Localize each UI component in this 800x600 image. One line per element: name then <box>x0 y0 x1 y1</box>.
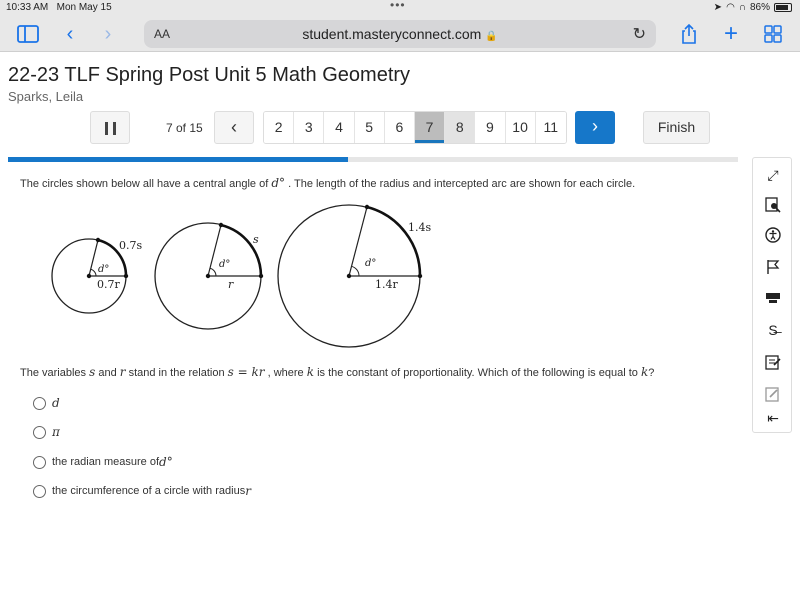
pause-button[interactable] <box>90 111 130 144</box>
circles-figure <box>40 200 450 350</box>
flag-icon[interactable] <box>753 253 793 281</box>
page-7-button[interactable]: 7 <box>415 112 445 143</box>
forward-icon[interactable]: › <box>104 22 112 45</box>
answer-choice[interactable]: d <box>33 395 60 411</box>
sidebar-toggle-icon[interactable] <box>16 23 40 45</box>
question-stem: The variables s and r stand in the relation s = kr , where k is the constant of proportionality. Which of the following is equal to k? <box>20 365 655 379</box>
page-title: 22-23 TLF Spring Post Unit 5 Math Geometry <box>8 64 411 86</box>
circle-medium <box>155 223 263 329</box>
status-time: 10:33 AM Mon May 15 <box>6 2 112 13</box>
address-bar[interactable] <box>144 20 656 48</box>
page-5-button[interactable]: 5 <box>355 112 385 143</box>
arc-label: 0.7s <box>119 239 143 252</box>
radio-button[interactable] <box>33 397 46 410</box>
magnifier-icon[interactable] <box>753 191 793 219</box>
battery-icon <box>774 3 792 12</box>
radio-button[interactable] <box>33 485 46 498</box>
assessment-progress-bar <box>8 157 738 162</box>
arc-label: 1.4s <box>408 221 432 234</box>
headphones-icon: ∩ <box>738 2 746 13</box>
page-4-button[interactable]: 4 <box>324 112 354 143</box>
chevron-right-icon: › <box>592 116 598 136</box>
status-bar <box>0 0 800 16</box>
progress-fill <box>8 157 348 162</box>
page-11-button[interactable]: 11 <box>536 112 566 143</box>
student-name: Sparks, Leila <box>8 89 84 104</box>
lock-icon: 🔒 <box>485 31 498 42</box>
answer-choice[interactable]: the circumference of a circle with radius r <box>33 483 251 499</box>
circle-small <box>52 238 142 313</box>
radio-button[interactable] <box>33 456 46 469</box>
next-question-button[interactable] <box>575 111 615 144</box>
arc-label: s <box>253 233 259 246</box>
answer-choice[interactable]: the radian measure of d° <box>33 454 173 470</box>
angle-label: d° <box>98 264 110 275</box>
collapse-icon[interactable]: ⇤ <box>767 409 779 426</box>
finish-button[interactable]: Finish <box>643 111 710 144</box>
tab-overview-icon[interactable] <box>762 23 784 45</box>
radius-label: 1.4r <box>375 278 398 291</box>
share-icon[interactable] <box>678 23 700 45</box>
angle-label: d° <box>365 258 377 269</box>
resize-icon[interactable]: ⤢ <box>767 166 779 183</box>
notepad-icon[interactable] <box>753 348 793 376</box>
previous-question-button[interactable] <box>214 111 254 144</box>
chevron-left-icon: ‹ <box>231 117 237 137</box>
back-icon[interactable]: ‹ <box>66 22 74 45</box>
battery-percent: 86% <box>749 2 770 13</box>
pause-icon <box>105 122 108 135</box>
page-8-button[interactable]: 8 <box>445 112 475 143</box>
wifi-icon: ◠ <box>726 2 735 13</box>
location-icon: ➤ <box>713 2 723 13</box>
question-pages <box>263 111 567 144</box>
accessibility-icon[interactable] <box>753 221 793 249</box>
reload-icon[interactable]: ↻ <box>632 26 646 43</box>
circle-large <box>278 205 431 347</box>
page-10-button[interactable]: 10 <box>506 112 536 143</box>
question-intro: The circles shown below all have a central angle of d° . The length of the radius and intercepted arc are shown for each circle. <box>20 176 636 190</box>
tools-panel <box>752 157 792 433</box>
page-6-button[interactable]: 6 <box>385 112 415 143</box>
page-9-button[interactable]: 9 <box>475 112 505 143</box>
url-text: student.masteryconnect.com 🔒 <box>302 26 498 42</box>
highlighter-icon[interactable] <box>753 284 793 312</box>
radius-label: 0.7r <box>97 278 120 291</box>
page-2-button[interactable]: 2 <box>264 112 294 143</box>
question-progress: 7 of 15 <box>166 121 203 135</box>
strikethrough-icon[interactable]: S̶ <box>768 322 778 338</box>
radius-label: r <box>228 278 234 291</box>
answer-choice[interactable]: π <box>33 424 60 440</box>
browser-toolbar <box>0 16 800 52</box>
page-3-button[interactable]: 3 <box>294 112 324 143</box>
radio-button[interactable] <box>33 426 46 439</box>
status-indicators <box>714 2 792 13</box>
reader-button[interactable]: AA <box>154 27 171 41</box>
multitask-dots-icon[interactable]: ••• <box>390 0 406 12</box>
new-tab-icon[interactable]: + <box>723 20 738 47</box>
angle-label: d° <box>219 259 231 270</box>
